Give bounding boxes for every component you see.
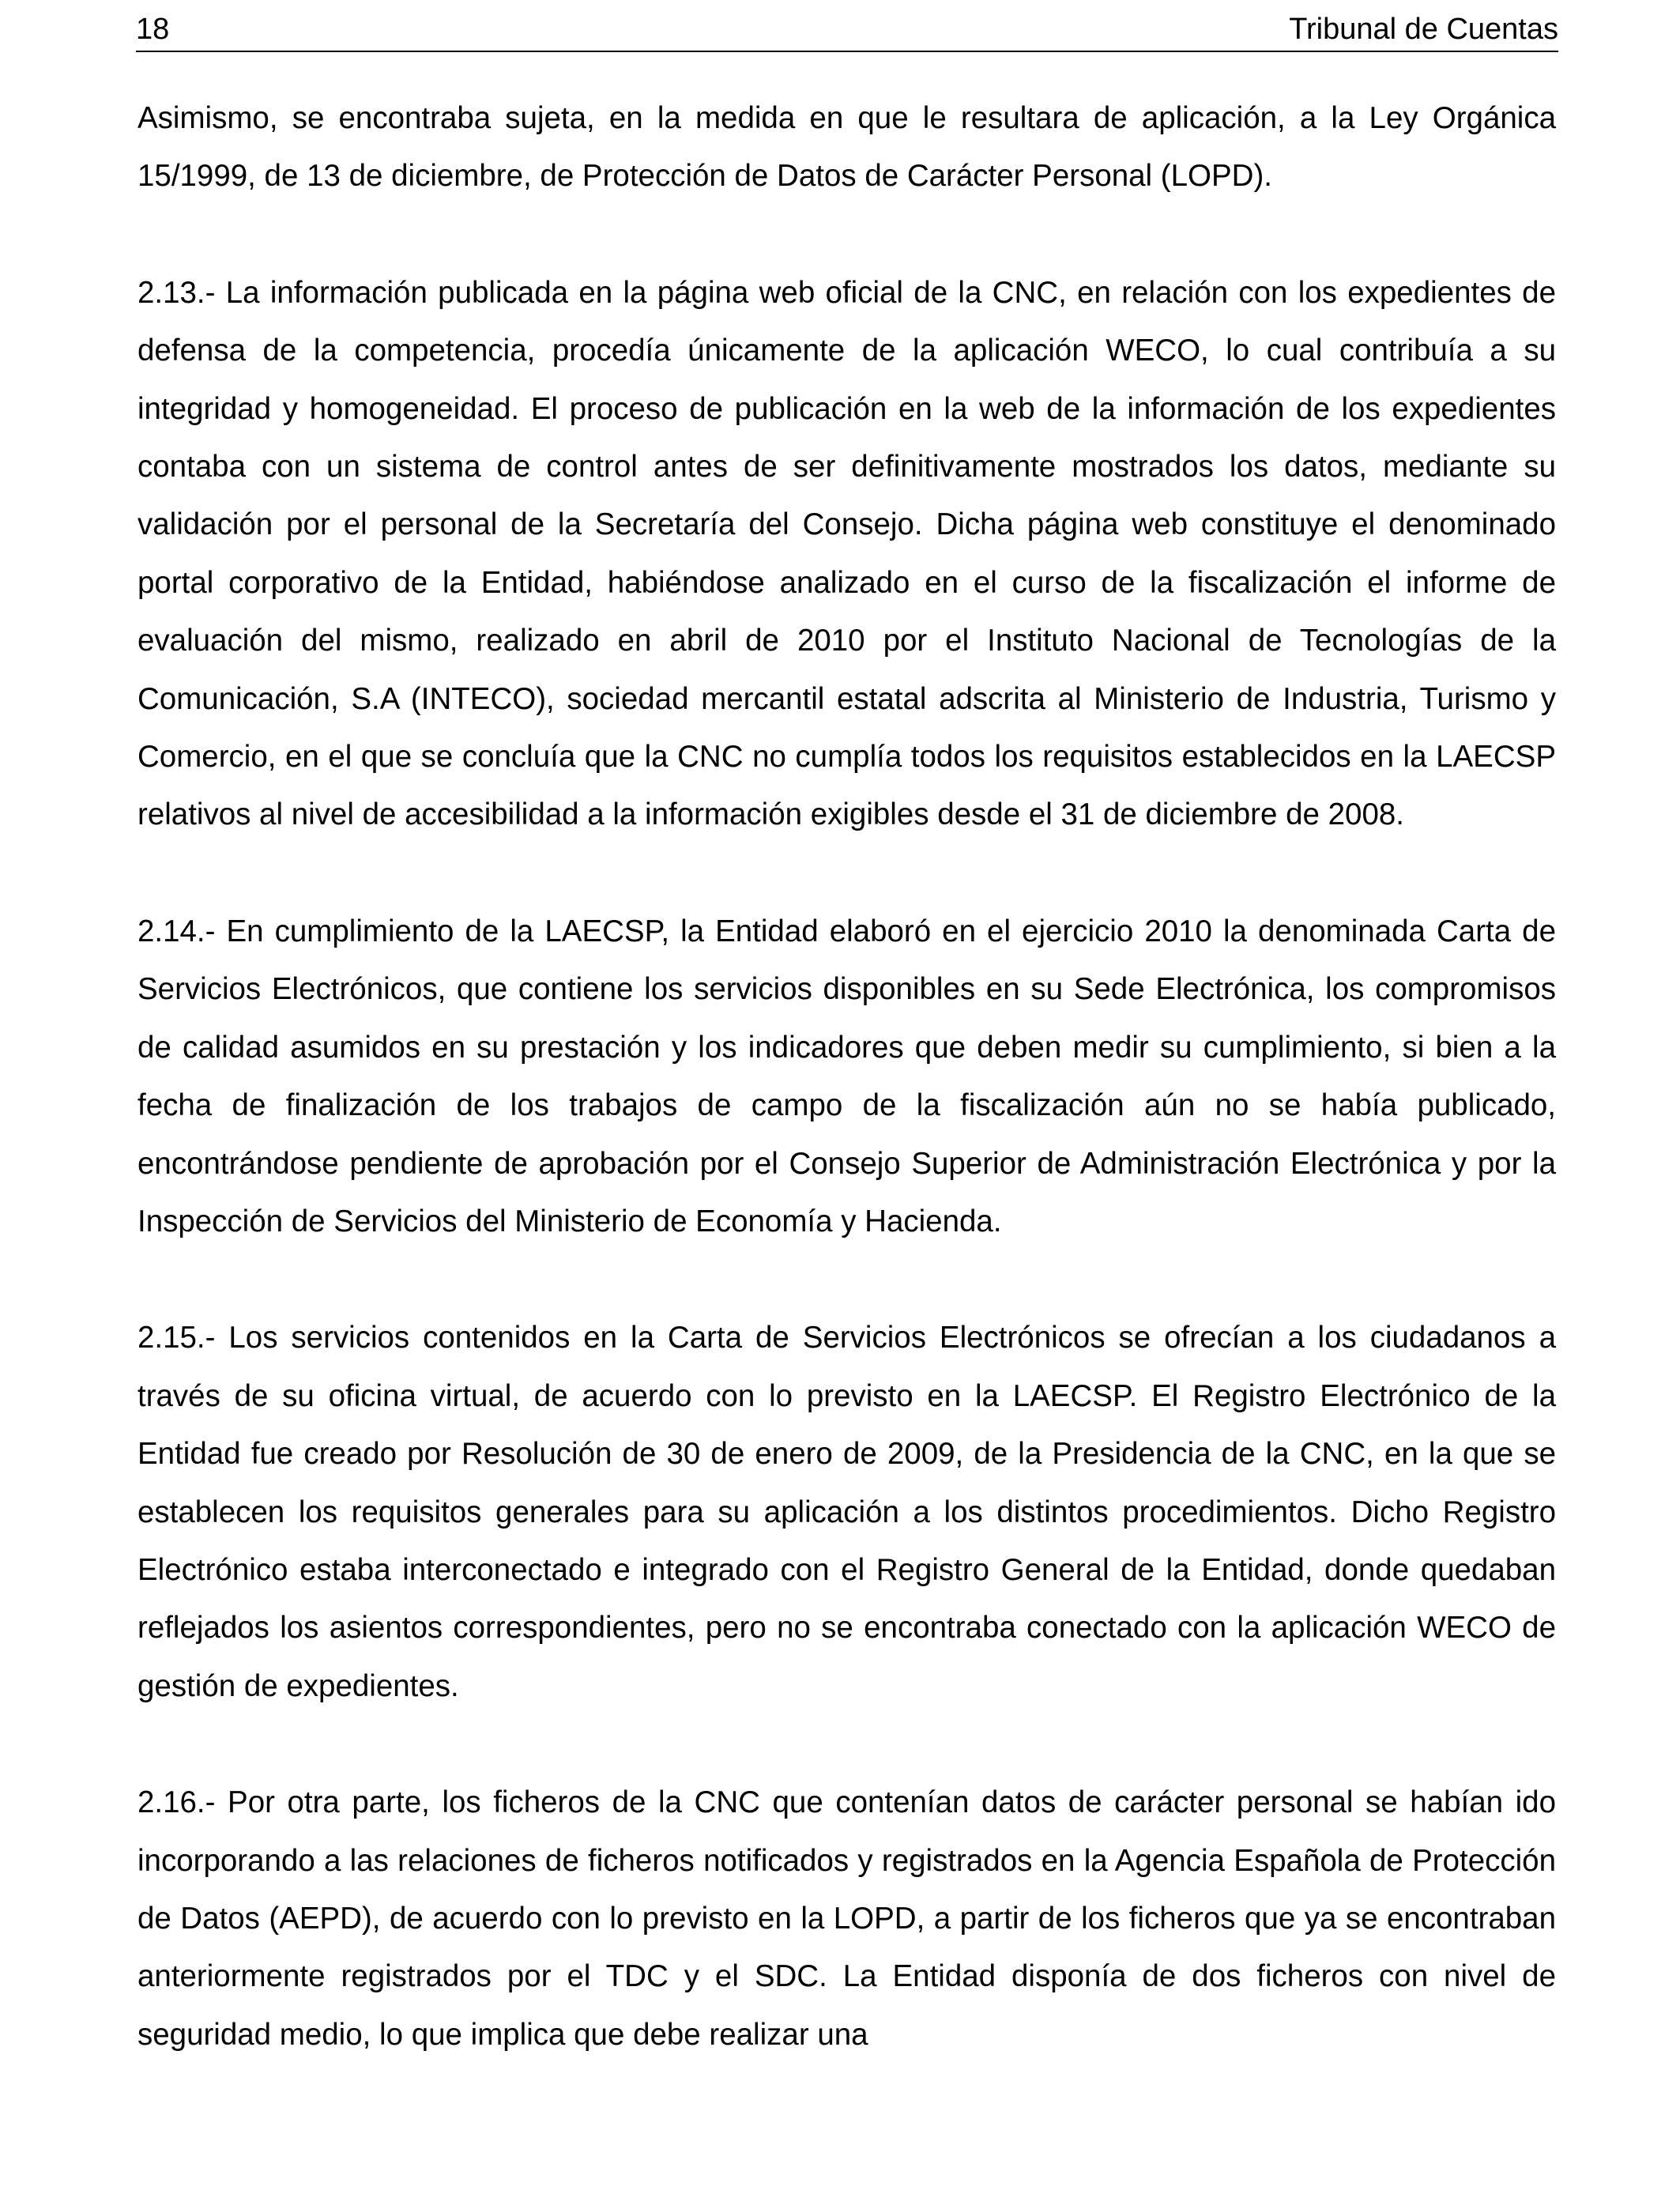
header-title: Tribunal de Cuentas (1289, 13, 1558, 46)
paragraph-2-16: 2.16.- Por otra parte, los ficheros de la CNC que contenían datos de carácter personal se habían ido incorporando a las relaciones de ficheros notificados y registrados en la Agencia Española de Protección de Datos (AEPD), de acuerdo con lo previsto en la LOPD, a partir de los ficheros que ya se encontraban anteriormente registrados por el TDC y el SDC. La Entidad disponía de dos ficheros con nivel de seguridad medio, lo que implica que debe realizar una (137, 1785, 1556, 2052)
paragraph-intro: Asimismo, se encontraba sujeta, en la medida en que le resultara de aplicación, a la Ley Orgánica 15/1999, de 13 de diciembre, de Protección de Datos de Carácter Personal (LOPD). (137, 101, 1556, 194)
document-body (137, 89, 1556, 2122)
page-header (136, 0, 1558, 52)
paragraph-2-13: 2.13.- La información publicada en la página web oficial de la CNC, en relación con los expedientes de defensa de la competencia, procedía únicamente de la aplicación WECO, lo cual contribuía a su integridad y homogeneidad. El proceso de publicación en la web de la información de los expedientes contaba con un sistema de control antes de ser definitivamente mostrados los datos, mediante su validación por el personal de la Secretaría del Consejo. Dicha página web constituye el denominado portal corporativo de la Entidad, habiéndose analizado en el curso de la fiscalización el informe de evaluación del mismo, realizado en abril de 2010 por el Instituto Nacional de Tecnologías de la Comunicación, S.A (INTECO), sociedad mercantil estatal adscrita al Ministerio de Industria, Turismo y Comercio, en el que se concluía que la CNC no cumplía todos los requisitos establecidos en la LAECSP relativos al nivel de accesibilidad a la información exigibles desde el 31 de diciembre de 2008. (137, 275, 1556, 832)
paragraph-2-15: 2.15.- Los servicios contenidos en la Carta de Servicios Electrónicos se ofrecían a los ciudadanos a través de su oficina virtual, de acuerdo con lo previsto en la LAECSP. El Registro Electrónico de la Entidad fue creado por Resolución de 30 de enero de 2009, de la Presidencia de la CNC, en la que se establecen los requisitos generales para su aplicación a los distintos procedimientos. Dicho Registro Electrónico estaba interconectado e integrado con el Registro General de la Entidad, donde quedaban reflejados los asientos correspondientes, pero no se encontraba conectado con la aplicación WECO de gestión de expedientes. (137, 1321, 1556, 1703)
page-number: 18 (136, 13, 170, 46)
paragraph-2-14: 2.14.- En cumplimiento de la LAECSP, la Entidad elaboró en el ejercicio 2010 la denominada Carta de Servicios Electrónicos, que contiene los servicios disponibles en su Sede Electrónica, los compromisos de calidad asumidos en su prestación y los indicadores que deben medir su cumplimiento, si bien a la fecha de finalización de los trabajos de campo de la fiscalización aún no se había publicado, encontrándose pendiente de aprobación por el Consejo Superior de Administración Electrónica y por la Inspección de Servicios del Ministerio de Economía y Hacienda. (137, 914, 1556, 1238)
